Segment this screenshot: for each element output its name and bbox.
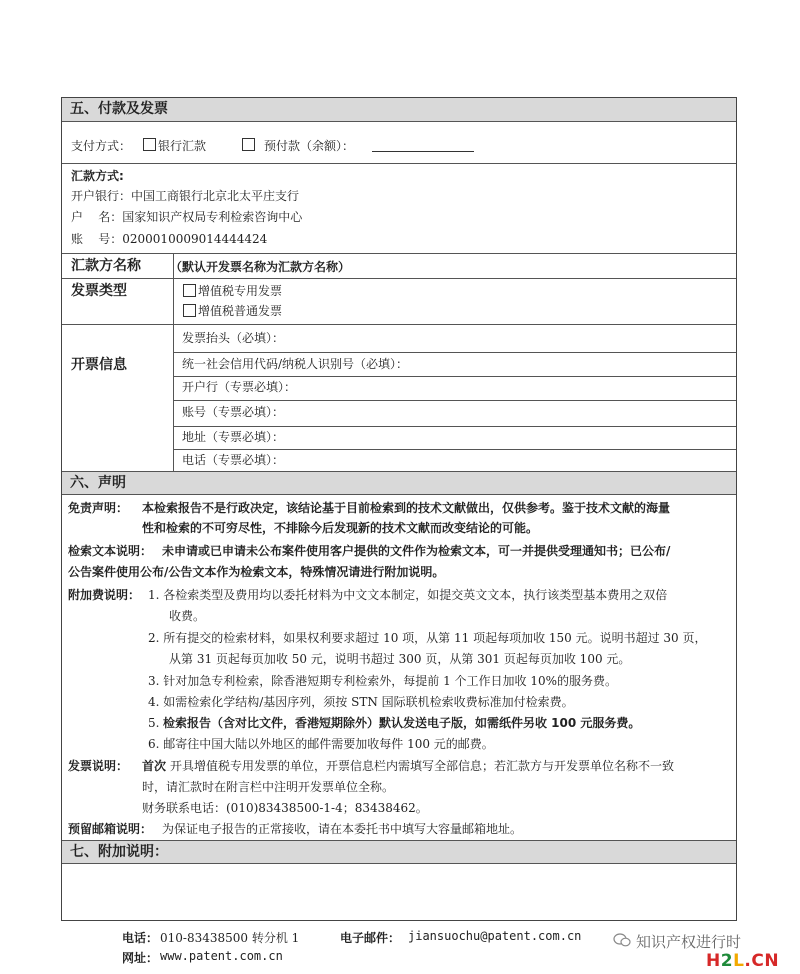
- invoice-note-first: 首次: [142, 759, 167, 773]
- vat-normal-checkbox[interactable]: [183, 304, 196, 317]
- disclaimer-label: 免责声明：: [68, 501, 129, 515]
- disclaimer-line1: 本检索报告不是行政决定，该结论基于目前检索到的技术文献做出，仅供参考。鉴于技术文献的海量: [142, 501, 671, 515]
- watermark-cn: .CN: [744, 951, 780, 971]
- remit-bank: 开户银行：中国工商银行北京北太平庄支行: [71, 189, 300, 203]
- divider: [62, 324, 736, 325]
- footer-phone-value: 010-83438500 转分机 1: [160, 931, 300, 945]
- section6-header: 六、声明: [62, 471, 736, 495]
- divider: [173, 352, 736, 353]
- surcharge-item2-line1: 2. 所有提交的检索材料，如果权利要求超过 10 项，从第 11 项起每项加收 150 元。说明书超过 30 页，: [148, 631, 707, 645]
- bank-transfer-label: 银行汇款: [158, 139, 207, 153]
- section7-header: 七、附加说明：: [62, 840, 736, 864]
- order-form: [61, 97, 737, 921]
- surcharge-item1-line1: 1. 各检索类型及费用均以委托材料为中文文本制定，如提交英文文本，执行该类型基本费用之双倍: [148, 588, 668, 602]
- payment-method-label: 支付方式：: [71, 139, 132, 153]
- search-text-label: 检索文本说明：: [68, 544, 153, 558]
- payer-note: （默认开发票名称为汇款方名称）: [170, 260, 351, 274]
- watermark-letter: H: [706, 951, 721, 971]
- mailbox-text: 为保证电子报告的正常接收，请在本委托书中填写大容量邮箱地址。: [162, 822, 523, 836]
- surcharge-item1-line2: 收费。: [169, 609, 206, 623]
- watermark-letter: L: [733, 951, 745, 971]
- disclaimer-line2: 性和检索的不可穷尽性，不排除今后发现新的技术文献而改变结论的可能。: [142, 521, 539, 535]
- divider: [173, 376, 736, 377]
- footer-web-label: 网址：: [122, 951, 159, 965]
- wechat-icon: [613, 933, 631, 947]
- footer-phone-label: 电话：: [122, 931, 159, 945]
- account-field[interactable]: 账号（专票必填）：: [182, 405, 285, 419]
- footer-email-value[interactable]: jiansuochu@patent.com.cn: [408, 929, 582, 943]
- remit-account-number: 账 号：0200010009014444424: [71, 232, 268, 246]
- phone-field[interactable]: 电话（专票必填）：: [182, 453, 285, 467]
- divider: [62, 278, 736, 279]
- search-text-line1: 未申请或已申请未公布案件使用客户提供的文件作为检索文本，可一并提供受理通知书；已公布/: [162, 544, 671, 558]
- surcharge-item5-text: 检索报告（含对比文件，香港短期除外）默认发送电子版，如需纸件另收 100 元服务费。: [163, 716, 641, 730]
- watermark-text: 知识产权进行时: [636, 933, 742, 951]
- surcharge-item2-line2: 从第 31 页起每页加收 50 元，说明书超过 300 页，从第 301 页起每页加收 100 元。: [169, 652, 631, 666]
- surcharge-item3: 3. 针对加急专利检索，除香港短期专利检索外，每提前 1 个工作日加收 10%的服务费。: [148, 674, 618, 688]
- remit-title: 汇款方式:: [71, 169, 124, 183]
- invoice-note-line2: 时，请汇款时在附言栏中注明开发票单位全称。: [142, 780, 395, 794]
- column-divider: [173, 253, 174, 471]
- mailbox-label: 预留邮箱说明：: [68, 822, 153, 836]
- surcharge-item5-number: 5.: [148, 716, 160, 730]
- vat-special-checkbox[interactable]: [183, 284, 196, 297]
- invoice-type-label: 发票类型: [71, 283, 127, 299]
- divider: [173, 426, 736, 427]
- invoice-title-field[interactable]: 发票抬头（必填）：: [182, 331, 285, 345]
- invoice-note-line1: 开具增值税专用发票的单位，开票信息栏内需填写全部信息；若汇款方与开发票单位名称不一致: [170, 759, 675, 773]
- divider: [173, 400, 736, 401]
- remit-account-name: 户 名：国家知识产权局专利检索咨询中心: [71, 210, 303, 224]
- surcharge-item6: 6. 邮寄往中国大陆以外地区的邮件需要加收每件 100 元的邮费。: [148, 737, 494, 751]
- vat-normal-label: 增值税普通发票: [198, 304, 283, 318]
- watermark-h2l: [706, 951, 744, 971]
- surcharge-item4: 4. 如需检索化学结构/基因序列，须按 STN 国际联机检索收费标准加付检索费。: [148, 695, 574, 709]
- watermark-letter: 2: [720, 951, 734, 971]
- search-text-line2: 公告案件使用公布/公告文本作为检索文本，特殊情况请进行附加说明。: [68, 565, 445, 579]
- vat-special-label: 增值税专用发票: [198, 284, 283, 298]
- divider: [173, 449, 736, 450]
- bank-transfer-checkbox[interactable]: [143, 138, 156, 151]
- bank-name-field[interactable]: 开户行（专票必填）：: [182, 380, 297, 394]
- section5-header: 五、付款及发票: [62, 98, 736, 122]
- watermark-site-logo: [706, 951, 779, 971]
- prepaid-balance-field[interactable]: [372, 151, 474, 152]
- additional-notes-area[interactable]: [62, 864, 736, 920]
- surcharge-label: 附加费说明：: [68, 588, 141, 602]
- credit-code-field[interactable]: 统一社会信用代码/纳税人识别号（必填）：: [182, 357, 409, 371]
- prepaid-checkbox[interactable]: [242, 138, 255, 151]
- invoice-note-label: 发票说明：: [68, 759, 129, 773]
- finance-phone: 财务联系电话：(010)83438500-1-4；83438462。: [142, 801, 428, 815]
- address-field[interactable]: 地址（专票必填）：: [182, 430, 285, 444]
- payer-label: 汇款方名称: [71, 258, 141, 274]
- footer-web-value[interactable]: www.patent.com.cn: [160, 949, 283, 963]
- divider: [62, 163, 736, 164]
- divider: [62, 253, 736, 254]
- invoice-info-label: 开票信息: [71, 357, 127, 373]
- prepaid-label: 预付款（余额）：: [264, 139, 355, 153]
- footer-email-label: 电子邮件：: [340, 931, 401, 945]
